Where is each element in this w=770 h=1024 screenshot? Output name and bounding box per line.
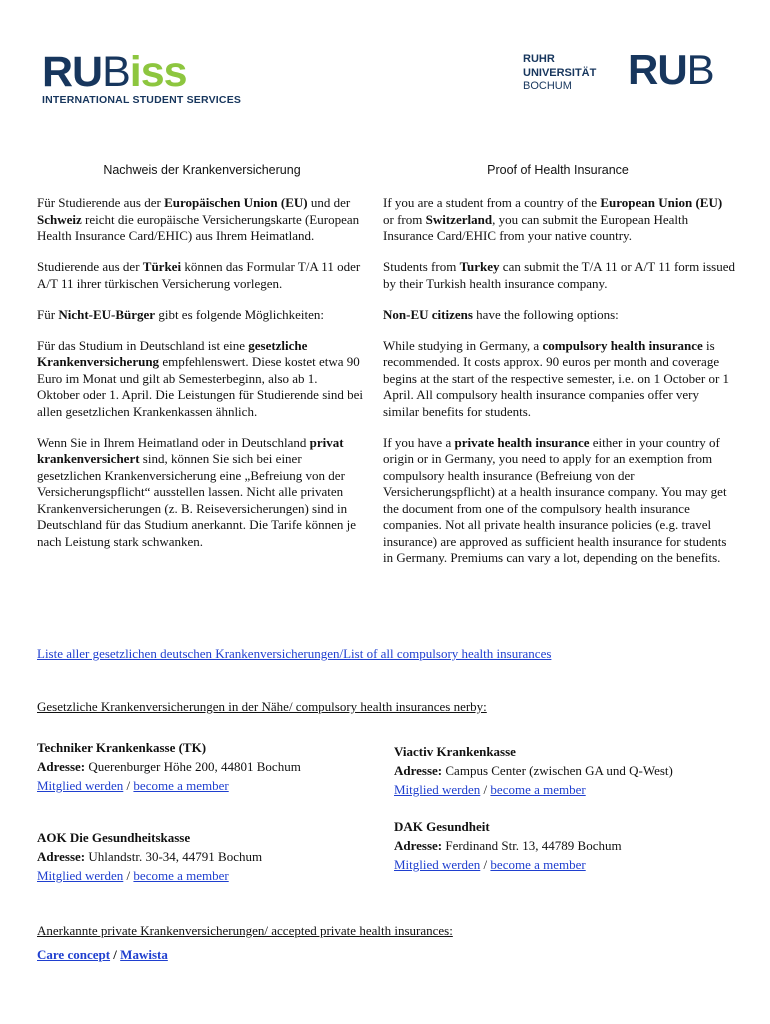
rubiss-subtitle: INTERNATIONAL STUDENT SERVICES [42, 94, 242, 106]
english-column [383, 195, 735, 581]
aok-join-link-de[interactable]: Mitglied werden [37, 868, 124, 883]
insurance-card-viactiv: Viactiv Krankenkasse Adresse: Campus Center (zwischen GA und Q-West) Mitglied werden / become a member [394, 744, 673, 797]
ruhr-universitaet-logo-text: RUHR UNIVERSITÄT BOCHUM [523, 53, 597, 92]
aok-join-link-en[interactable]: become a member [133, 868, 229, 883]
tk-join-link-de[interactable]: Mitglied werden [37, 778, 124, 793]
viactiv-join-link-en[interactable]: become a member [490, 782, 586, 797]
insurance-address: Adresse: Campus Center (zwischen GA und Q-West) [394, 763, 673, 778]
rubiss-wordmark: RUBiss [42, 48, 187, 96]
tk-join-link-en[interactable]: become a member [133, 778, 229, 793]
private-insurances-heading: Anerkannte private Krankenversicherungen/ accepted private health insurances: [37, 923, 453, 938]
insurance-address: Adresse: Querenburger Höhe 200, 44801 Bochum [37, 759, 301, 774]
dak-join-link-en[interactable]: become a member [490, 857, 586, 872]
en-paragraph-private: If you have a private health insurance either in your country of origin or in Germany, you need to apply for an exemption from compulsory health insurance (Befreiung von der Versicherungspflicht) at a health insurance company. You may get the document from one of the compulsory health insurance companies. Not all private health insurance policies (e.g. travel insurance) are approved as sufficient health insurance for students in Germany. Premiums can vary a lot, depending on the benefits. [383, 434, 727, 565]
insurance-address: Adresse: Uhlandstr. 30-34, 44791 Bochum [37, 849, 263, 864]
de-paragraph-eu: Für Studierende aus der Europäischen Union (EU) und der Schweiz reicht die europäische Versicherungskarte (European Health Insurance Card/EHIC) aus Ihrem Heimatland. [37, 195, 360, 243]
list-all-insurances-link[interactable]: Liste aller gesetzlichen deutschen Krankenversicherungen/List of all compulsory health insurances [37, 646, 552, 661]
en-paragraph-turkey: Students from Turkey can submit the T/A 11 or A/T 11 form issued by their Turkish health insurance company. [383, 259, 735, 291]
insurance-name: Techniker Krankenkasse (TK) [37, 740, 207, 755]
de-paragraph-non-eu: Für Nicht-EU-Bürger gibt es folgende Möglichkeiten: [37, 306, 325, 322]
care-concept-link[interactable]: Care concept [37, 947, 111, 962]
insurance-name: AOK Die Gesundheitskasse [37, 830, 191, 845]
en-paragraph-non-eu: Non-EU citizens have the following options: [383, 306, 619, 322]
insurance-card-dak: DAK Gesundheit Adresse: Ferdinand Str. 13, 44789 Bochum Mitglied werden / become a member [394, 819, 622, 872]
insurance-name: Viactiv Krankenkasse [394, 744, 516, 759]
en-paragraph-statutory: While studying in Germany, a compulsory health insurance is recommended. It costs approx. 90 euros per month and coverage begins at the start of the respective semester, i.e. on 1 October or 1 April. All compulsory health insurance companies offer very similar benefits for students. [383, 337, 730, 419]
private-insurance-links: Care concept / Mawista [37, 947, 168, 962]
nearby-insurances-heading: Gesetzliche Krankenversicherungen in der Nähe/ compulsory health insurances nerby: [37, 699, 487, 714]
mawista-link[interactable]: Mawista [120, 947, 168, 962]
rubiss-logo [42, 48, 272, 106]
title-german: Nachweis der Krankenversicherung [103, 163, 301, 177]
de-paragraph-turkey: Studierende aus der Türkei können das Formular T/A 11 oder A/T 11 ihrer türkischen Versicherung vorlegen. [37, 259, 361, 291]
insurance-address: Adresse: Ferdinand Str. 13, 44789 Bochum [394, 838, 622, 853]
insurance-card-aok: AOK Die Gesundheitskasse Adresse: Uhlandstr. 30-34, 44791 Bochum Mitglied werden / become a member [37, 830, 263, 883]
viactiv-join-link-de[interactable]: Mitglied werden [394, 782, 481, 797]
de-paragraph-statutory: Für das Studium in Deutschland ist eine gesetzliche Krankenversicherung empfehlenswert. Diese kostet etwa 90 Euro im Monat und gilt ab Semesterbeginn, also ab 1. Oktober oder 1. April. Die Leistungen für Studierende sind bei allen gesetzlichen Krankenkassen ähnlich. [37, 337, 364, 419]
dak-join-link-de[interactable]: Mitglied werden [394, 857, 481, 872]
rub-logo: RUB [628, 46, 714, 93]
insurance-card-tk: Techniker Krankenkasse (TK) Adresse: Querenburger Höhe 200, 44801 Bochum Mitglied werden / become a member [37, 740, 301, 793]
en-paragraph-eu: If you are a student from a country of the European Union (EU) or from Switzerland, you can submit the European Health Insurance Card/EHIC from your native country. [383, 195, 723, 243]
de-paragraph-private: Wenn Sie in Ihrem Heimatland oder in Deutschland privat krankenversichert sind, können Sie sich bei einer gesetzlichen Krankenversicherung eine „Befreiung von der Versicherungspflicht“ ausstellen lassen. Nicht alle privaten Krankenversicherungen (z. B. Reiseversicherungen) sind in Deutschland für das Studium anerkannt. Die Tarife können je nach Leistung stark schwanken. [37, 434, 357, 549]
insurance-name: DAK Gesundheit [394, 819, 490, 834]
german-column [37, 195, 363, 565]
title-english: Proof of Health Insurance [487, 163, 629, 177]
